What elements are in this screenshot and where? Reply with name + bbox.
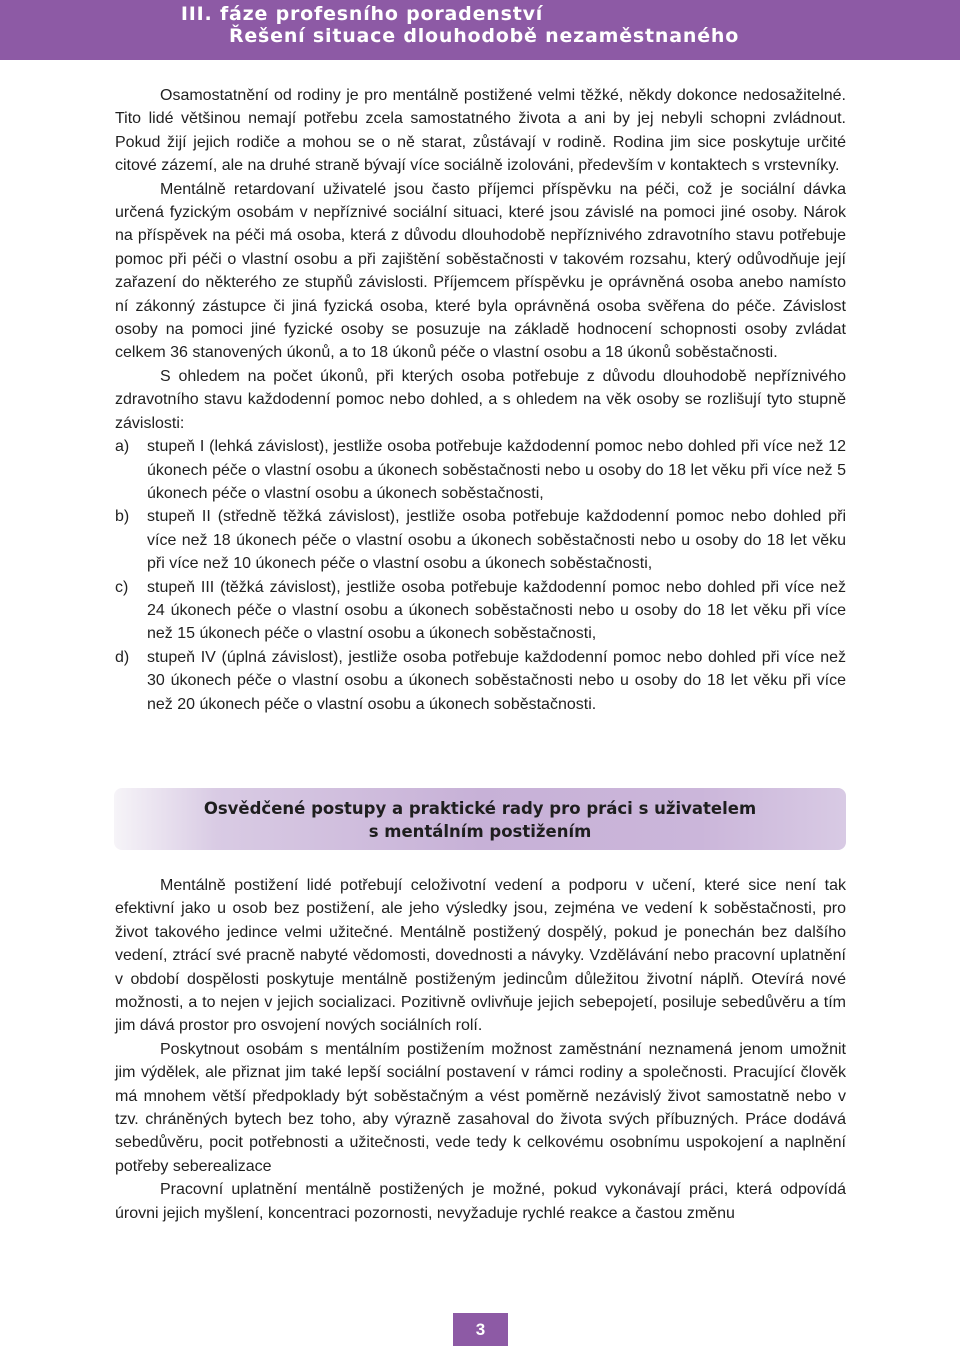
section-heading-line1: Osvědčené postupy a praktické rady pro práci s uživatelem: [203, 799, 757, 818]
list-item: [115, 576, 846, 646]
list-marker: a): [115, 438, 130, 456]
list-item: [115, 435, 846, 505]
paragraph: Poskytnout osobám s mentálním postižením možnost zaměstnání neznamená jenom umožnit jim výdělek, ale přiznat jim také lepší sociální postavení v rámci rodiny a společnosti. Pracující člověk má mnohem větší předpoklady být soběstačným a vést poměrně nezávislý život samostatně nebo v tzv. chráněných bytech bez toho, aby výrazně zasahoval do života svých příbuzných. Práce dodává sebedůvěru, pocit potřebnosti a užitečnosti, vede tedy k celkovému osobnímu uspokojení a naplnění potřeby seberealizace: [115, 1040, 846, 1175]
paragraph: Osamostatnění od rodiny je pro mentálně postižené velmi těžké, někdy dokonce nedosažitelné. Tito lidé většinou nemají potřebu zcela samostatného života a ani by jej nebyli schopni zvládnout. Pokud žijí jejich rodiče a mohou se o ně starat, zůstávají v rodině. Rodina jim sice poskytuje určité citové zázemí, ale na druhé straně bývají více sociálně izolováni, především v kontaktech s vrstevníky.: [115, 87, 846, 175]
list-marker: b): [115, 508, 130, 526]
paragraph: Pracovní uplatnění mentálně postižených je možné, pokud vykonávají práci, která odpovídá úrovni jejich myšlení, koncentraci pozornosti, nevyžaduje rychlé reakce a častou změnu: [115, 1181, 846, 1222]
section-dependency: [115, 84, 846, 716]
header-title: III. fáze profesního poradenství: [180, 3, 544, 25]
paragraph: Mentálně retardovaní uživatelé jsou často příjemci příspěvku na péči, což je sociální dávka určená fyzickým osobám v nepříznivé sociální situaci, které jsou závislé na pomoci jiné osoby. Nárok na příspěvek na péči má osoba, která z důvodu dlouhodobě nepříznivého zdravotního stavu potřebuje pomoc při péči o vlastní osobu a při zajištění soběstačnosti v takovém rozsahu, který odůvodňuje její zařazení do některého ze stupňů závislosti. Příjemcem příspěvku je oprávněná osoba anebo namísto ní zákonný zástupce či jiná fyzická osoba, které byla oprávněná osoba svěřena do péče. Závislost osoby na pomoci jiné fyzické osoby se posuzuje na základě hodnocení schopnosti osoby zvládat celkem 36 stanovených úkonů, a to 18 úkonů péče o vlastní osobu a 18 úkonů soběstačnosti.: [115, 180, 846, 362]
list-item-text: stupeň III (těžká závislost), jestliže osoba potřebuje každodenní pomoc nebo dohled při více než 24 úkonech péče o vlastní osobu a úkonech soběstačnosti nebo u osoby do 18 let věku při více než 15 úkonech péče o vlastní osobu a úkonech soběstačnosti,: [147, 578, 846, 643]
dependency-levels-list: [115, 435, 846, 716]
section-heading-line2: s mentálním postižením: [368, 822, 592, 841]
list-item-text: stupeň II (středně těžká závislost), jestliže osoba potřebuje každodenní pomoc nebo dohled při více než 18 úkonech péče o vlastní osobu a úkonech soběstačnosti nebo u osoby do 18 let věku při více než 10 úkonech péče o vlastní osobu a úkonech soběstačnosti,: [147, 508, 846, 573]
page-header: [0, 0, 960, 60]
list-item: [115, 505, 846, 575]
page-number: 3: [453, 1313, 508, 1346]
list-item-text: stupeň I (lehká závislost), jestliže osoba potřebuje každodenní pomoc nebo dohled při více než 12 úkonech péče o vlastní osobu a úkonech soběstačnosti nebo u osoby do 18 let věku při více než 5 úkonech péče o vlastní osobu a úkonech soběstačnosti,: [147, 438, 846, 502]
paragraph: Mentálně postižení lidé potřebují celoživotní vedení a podporu v učení, které sice není tak efektivní jako u osob bez postižení, ale jeho výsledky jsou, zejména ve vedení k soběstačnosti, pro život takového jedince velmi užitečné. Mentálně postižený dospělý, pokud je ponechán bez dalšího vedení, ztrácí své pracně nabyté vědomosti, dovednosti a návyky. Vzdělávání nebo pracovní uplatnění v období dospělosti poskytuje mentálně postiženým jedincům důležitou životní náplň. Otevírá nové možnosti, a to nejen v jejich socializaci. Pozitivně ovlivňuje jejich sebepojetí, posiluje sebedůvěru a tím jim dává prostor pro osvojení nových sociálních rolí.: [115, 877, 846, 1035]
paragraph: S ohledem na počet úkonů, při kterých osoba potřebuje z důvodu dlouhodobě nepříznivého zdravotního stavu každodenní pomoc nebo dohled, a s ohledem na věk osoby se rozlišují tyto stupně závislosti:: [115, 367, 846, 432]
section-practices: [115, 874, 846, 1225]
list-item-text: stupeň IV (úplná závislost), jestliže osoba potřebuje každodenní pomoc nebo dohled při více než 30 úkonech péče o vlastní osobu a úkonech soběstačnosti nebo u osoby do 18 let věku při více než 20 úkonech péče o vlastní osobu a úkonech soběstačnosti.: [147, 648, 846, 713]
section-heading-banner: [114, 788, 846, 850]
list-item: [115, 646, 846, 716]
list-marker: d): [115, 648, 130, 666]
header-subtitle: Řešení situace dlouhodobě nezaměstnaného: [228, 25, 740, 47]
list-marker: c): [115, 578, 129, 596]
